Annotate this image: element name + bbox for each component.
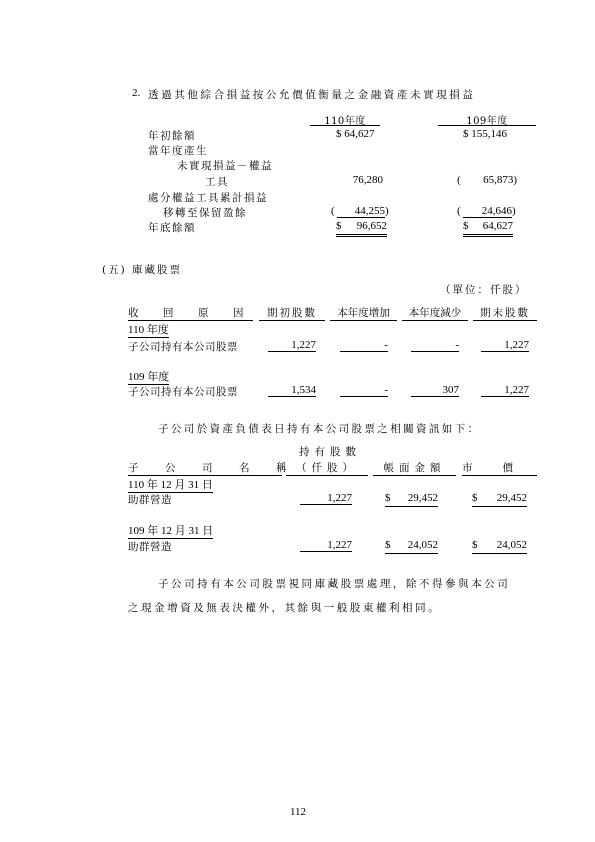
row-label-disposal: 處分權益工具累計損益 (148, 192, 268, 204)
currency-symbol: $ (385, 492, 391, 504)
value-closing-110: 96,652 (356, 220, 387, 232)
currency-symbol: $ (336, 220, 342, 232)
section-title: 透過其他綜合損益按公允價值衡量之金融資產未實現損益 (148, 89, 476, 101)
book-110-cell (385, 492, 438, 507)
closing-110-cell (336, 220, 387, 237)
section-number: 2. (132, 87, 141, 99)
page-number: 112 (289, 806, 307, 818)
column-header-rule (310, 125, 380, 126)
row-reason-110: 子公司持有本公司股票 (128, 341, 238, 353)
row-name-110: 助群營造 (128, 494, 172, 506)
paragraph-line-1: 子公司持有本公司股票視同庫藏股票處理，除不得參與本公司 (158, 578, 511, 590)
date-label-110: 110 年 12 月 31 日 (128, 476, 213, 493)
market-109-cell (472, 539, 527, 554)
header-opening: 期初股數 (259, 305, 325, 321)
value-transfer-110: 44,255 (337, 205, 385, 218)
value-add-110: - (340, 339, 388, 352)
paren-open: ( (331, 205, 335, 217)
value-opening-110: $ 64,627 (336, 128, 375, 140)
currency-symbol: $ (385, 539, 391, 551)
closing-109-cell (463, 220, 513, 237)
currency-symbol: $ (463, 220, 469, 232)
paren-open: ( (457, 205, 461, 217)
currency-symbol: $ (472, 539, 478, 551)
value-open-110: 1,227 (268, 339, 316, 352)
column-header-110: 110年度 (324, 116, 366, 127)
header-increase: 本年度增加 (330, 305, 397, 321)
value-sub-109: 307 (411, 384, 459, 397)
column-header-rule (438, 125, 536, 126)
book-109-cell (385, 539, 438, 554)
row-label-tool: 工具 (205, 176, 229, 188)
row-label-current: 當年度產生 (148, 145, 208, 157)
header-book-value: 帳面金額 (373, 460, 456, 476)
row-label-unrealized: 未實現損益－權益 (177, 160, 273, 172)
value-market-110: 29,452 (496, 492, 527, 504)
value-open-109: 1,534 (268, 384, 316, 397)
header-shares-top: 持有股數 (299, 446, 361, 458)
value-sub-110: - (411, 339, 459, 352)
paragraph-line-2: 之現金增資及無表決權外，其餘與一般股東權利相同。 (128, 602, 442, 614)
value-tool-110: 76,280 (352, 174, 383, 186)
year-label-110: 110 年度 (128, 321, 169, 338)
unit-note: （單位：仟股） (440, 284, 528, 296)
value-close-110: 1,227 (481, 339, 529, 352)
paren-open: ( (457, 174, 461, 186)
paren-close: ) (512, 205, 516, 217)
info-text: 子公司於資產負債表日持有本公司股票之相關資訊如下： (158, 423, 481, 435)
year-label-109: 109 年度 (128, 368, 169, 385)
row-name-109: 助群營造 (128, 541, 172, 553)
value-close-109: 1,227 (481, 384, 529, 397)
value-tool-109: 65,873) (483, 174, 517, 186)
header-reason: 收 回 原 因 (128, 305, 253, 321)
row-label-opening: 年初餘額 (148, 130, 196, 142)
header-closing: 期末股數 (473, 305, 537, 321)
value-market-109: 24,052 (496, 539, 527, 551)
row-label-closing: 年底餘額 (148, 222, 196, 234)
value-add-109: - (340, 384, 388, 397)
header-sub-name: 子 公 司 名 稱 (128, 462, 295, 474)
market-110-cell (472, 492, 527, 507)
row-label-transfer: 移轉至保留盈餘 (163, 207, 247, 219)
section-heading-treasury: (五) 庫藏股票 (102, 264, 183, 276)
value-opening-109: $ 155,146 (463, 128, 507, 140)
value-shares-109: 1,227 (300, 539, 352, 552)
header-decrease: 本年度減少 (402, 305, 468, 321)
header-shares: （仟股） (286, 460, 368, 476)
value-book-109: 24,052 (407, 539, 438, 551)
column-header-109: 109年度 (466, 116, 508, 127)
value-closing-109: 64,627 (482, 220, 513, 232)
row-reason-109: 子公司持有本公司股票 (128, 386, 238, 398)
value-transfer-109: 24,646 (463, 205, 512, 218)
value-shares-110: 1,227 (300, 492, 352, 505)
header-market-value: 市 價 (462, 460, 537, 476)
date-label-109: 109 年 12 月 31 日 (128, 522, 213, 539)
currency-symbol: $ (472, 492, 478, 504)
value-book-110: 29,452 (407, 492, 438, 504)
paren-close: ) (385, 205, 389, 217)
